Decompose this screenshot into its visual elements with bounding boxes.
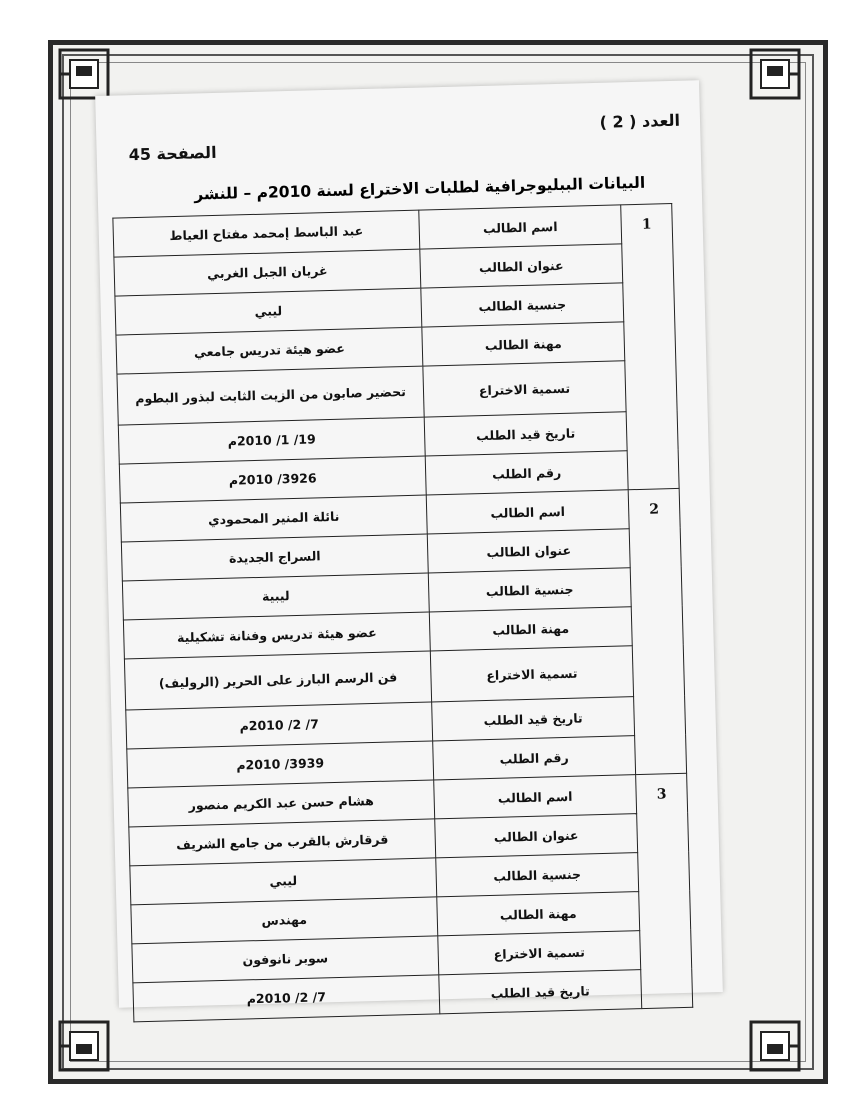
field-label: مهنة الطالب	[437, 892, 640, 936]
field-label: تاريخ قيد الطلب	[439, 970, 642, 1014]
issue-number: العدد ( 2 )	[599, 110, 681, 132]
field-label: مهنة الطالب	[429, 607, 632, 651]
frame-corner-ornament-icon	[56, 1018, 112, 1074]
field-value: غريان الجبل الغربي	[114, 249, 421, 296]
record-number: 3	[636, 773, 693, 1008]
field-value: فن الرسم البارز على الحرير (الروليف)	[124, 651, 431, 710]
records-table-body	[113, 204, 693, 1022]
document-page	[95, 80, 723, 1007]
field-label: عنوان الطالب	[435, 814, 638, 858]
frame-corner-ornament-icon	[747, 46, 803, 102]
field-label: جنسية الطالب	[421, 283, 624, 327]
field-label: اسم الطالب	[434, 775, 637, 819]
field-value: 3939/ 2010م	[127, 741, 434, 788]
field-label: عنوان الطالب	[420, 244, 623, 288]
field-value: عضو هيئة تدريس جامعي	[116, 327, 423, 374]
field-value: ليبي	[115, 288, 422, 335]
field-value: هشام حسن عبد الكريم منصور	[128, 780, 435, 827]
field-label: تسمية الاختراع	[438, 931, 641, 975]
page-header	[96, 110, 701, 166]
field-value: 7/ 2/ 2010م	[133, 975, 440, 1022]
field-value: مهندس	[131, 897, 438, 944]
record-number: 2	[628, 488, 686, 774]
frame-corner-ornament-icon	[747, 1018, 803, 1074]
records-table	[112, 203, 693, 1022]
field-value: ليبي	[130, 858, 437, 905]
field-value: عبد الباسط إمحمد مفتاح العياط	[113, 210, 420, 257]
field-label: رقم الطلب	[433, 736, 636, 780]
page-title: البيانات الببليوجرافية لطلبات الاختراع لسنة 2010م – للنشر	[193, 173, 646, 204]
field-value: 3926/ 2010م	[119, 456, 426, 503]
field-label: اسم الطالب	[426, 490, 629, 534]
field-value: قرقارش بالقرب من جامع الشريف	[129, 819, 436, 866]
field-label: مهنة الطالب	[422, 322, 625, 366]
field-value: سوبر نانوفون	[132, 936, 439, 983]
field-label: تسمية الاختراع	[430, 646, 633, 702]
record-number: 1	[621, 204, 679, 490]
field-value: 7/ 2/ 2010م	[126, 702, 433, 749]
field-value: ليبية	[122, 573, 429, 620]
field-value: عضو هيئة تدريس وفنانة تشكيلية	[123, 612, 430, 659]
field-value: 19/ 1/ 2010م	[118, 417, 425, 464]
field-label: تاريخ قيد الطلب	[424, 412, 627, 456]
field-value: نائلة المنير المحمودي	[120, 495, 427, 542]
page-number: الصفحة 45	[128, 142, 217, 165]
field-label: اسم الطالب	[419, 205, 622, 249]
field-label: جنسية الطالب	[428, 568, 631, 612]
frame-corner-ornament-icon	[56, 46, 112, 102]
field-label: رقم الطلب	[425, 451, 628, 495]
field-value: السراج الجديدة	[121, 534, 428, 581]
field-value: تحضير صابون من الزيت الثابت لبذور البطوم	[117, 366, 424, 425]
field-label: تاريخ قيد الطلب	[432, 697, 635, 741]
field-label: تسمية الاختراع	[423, 361, 626, 417]
field-label: عنوان الطالب	[427, 529, 630, 573]
field-label: جنسية الطالب	[436, 853, 639, 897]
